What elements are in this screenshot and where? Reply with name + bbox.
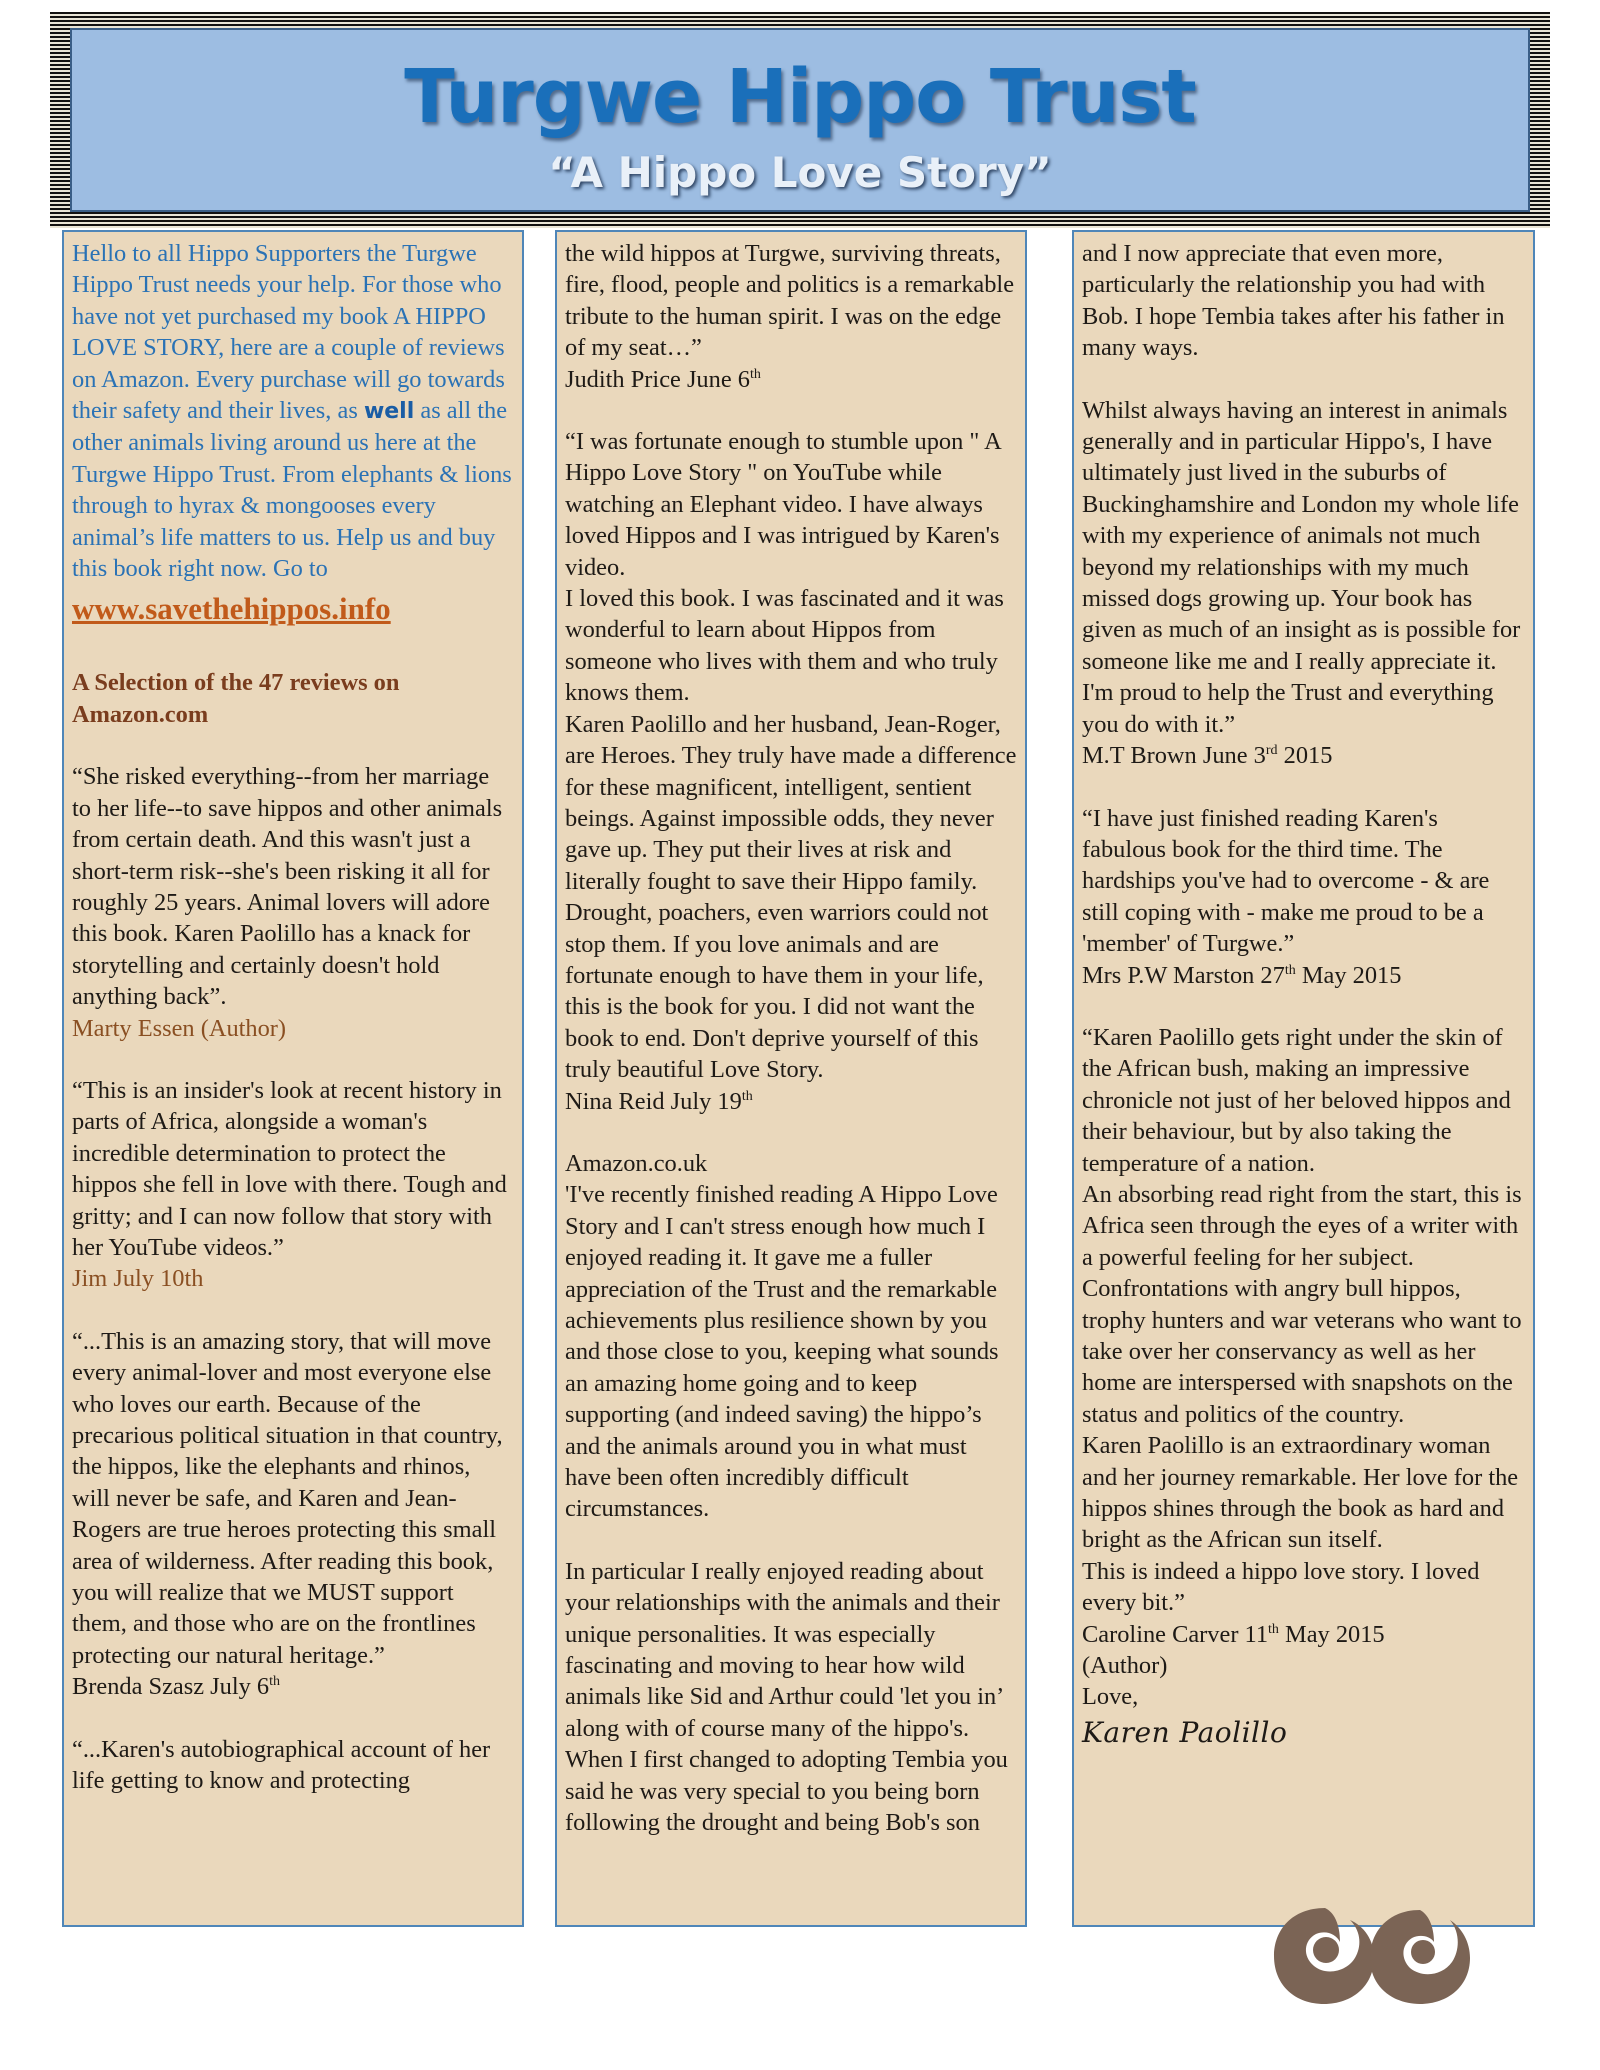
review-author-name: Judith Price June 6 [565,365,750,393]
review-author [72,1671,514,1702]
ordinal-suffix: th [1268,1621,1279,1637]
header-banner [50,12,1550,228]
column-right [1072,230,1535,1927]
review-text: “...This is an amazing story, that will move every animal-lover and most everyone else who loves our earth. Because of the precarious political situation in that country, the hippos, like the elephants and rhinos, will never be safe, and Karen and Jean-Rogers are true heroes protecting this small area of wilderness. After reading this book, you will realize that we MUST support them, and those who are on the frontlines protecting our natural heritage.” [72,1327,503,1669]
review-text: “...Karen's autobiographical account of her life getting to know and protecting [72,1735,491,1795]
review-author-role: (Author) [1082,1652,1168,1680]
column-middle [555,230,1027,1927]
review-text: I loved this book. I was fascinated and it was wonderful to learn about Hippos from someone who lives with them and who truly knows them. [565,585,1004,707]
review-author-name: Nina Reid July 19 [565,1087,742,1115]
ordinal-suffix: th [1284,962,1296,978]
review-text: the wild hippos at Turgwe, surviving threats, fire, flood, people and politics is a remarkable tribute to the human spirit. I was on the edge of my seat…” [565,240,1015,362]
review-author [565,1086,1017,1117]
review-text: “She risked everything--from her marriage to her life--to save hippos and other animals from certain death. And this wasn't just a short-term risk--she's been risking it all for roughly 25 years. Animal lovers will adore this book. Karen Paolillo has a knack for storytelling and certainly doesn't hold anything back”. [72,763,503,1011]
review-author-name: Caroline Carver 11 [1082,1620,1269,1648]
review-author [1082,1619,1525,1650]
source-label: Amazon.co.uk [565,1149,708,1177]
page-subtitle: “A Hippo Love Story” [548,148,1052,197]
ordinal-suffix: th [269,1674,281,1690]
review-author [1082,960,1525,991]
review-text: “This is an insider's look at recent history in parts of Africa, alongside a woman's incredible determination to protect the hippos she fell in love with there. Tough and gritty; and I can now follow that story with her YouTube videos.” [72,1076,507,1261]
intro-text [72,238,514,584]
review-date: May 2015 [1285,1620,1385,1648]
review-author [1082,740,1525,771]
review-author-name: Mrs P.W Marston 27 [1082,961,1285,989]
banner-panel [70,28,1530,212]
intro-text-b: as all the other animals living around us here at the Turgwe Hippo Trust. From elephants & lions through to hyrax & mongooses every animal’s life matters to us. Help us and buy this book right now. Go to [72,397,512,583]
column-left [62,230,524,1927]
ordinal-suffix: rd [1265,742,1278,758]
page-title: Turgwe Hippo Trust [404,54,1196,140]
review-text: Karen Paolillo and her husband, Jean-Roger, are Heroes. They truly have made a difference for these magnificent, intelligent, sentient beings. Against impossible odds, they never gave up. They put their lives at risk and literally fought to save their Hippo family. Drought, poachers, even warriors could not stop them. If you love animals and are fortunate enough to have them in your life, this is the book for you. I did not want the book to end. Don't deprive yourself of this truly beautiful Love Story. [565,710,1017,1084]
review-text: 'I've recently finished reading A Hippo Love Story and I can't stress enough how much I enjoyed reading it. It gave me a fuller appreciation of the Trust and the remarkable achievements plus resilience shown by you and those close to you, keeping what sounds an amazing home going and to keep supporting (and indeed saving) the hippo’s and the animals around you in what must have been often incredibly difficult circumstances. [565,1181,999,1523]
review-text: An absorbing read right from the start, this is Africa seen through the eyes of a writer with a powerful feeling for her subject. Confrontations with angry bull hippos, trophy hunters and war veterans who want to take over her conservancy as well as her home are interspersed with snapshots on the status and politics of the country. [1082,1180,1522,1428]
review-text: This is indeed a hippo love story. I loved every bit.” [1082,1557,1480,1617]
review-author: Marty Essen (Author) [72,1014,287,1042]
review-author-name: M.T Brown June 3 [1082,742,1266,770]
review-author: Jim July 10th [72,1265,204,1293]
review-author-name: Brenda Szasz July 6 [72,1673,270,1701]
review-text: “I have just finished reading Karen's fabulous book for the third time. The hardships you've had to overcome - & are still coping with - make me proud to be a 'member' of Turgwe.” [1082,804,1490,958]
review-date: May 2015 [1301,961,1402,989]
review-year: 2015 [1283,742,1333,770]
website-link[interactable]: www.savethehippos.info [72,591,391,627]
review-text: “Karen Paolillo gets right under the skin of the African bush, making an impressive chronicle not just of her beloved hippos and their behaviour, but by also taking the temperature of a nation. [1082,1023,1511,1177]
review-text: Whilst always having an interest in animals generally and in particular Hippo's, I have ultimately just lived in the suburbs of Buckinghamshire and London my whole life with my experience of animals not much beyond my relationships with my much missed dogs growing up. Your book has given as much of an insight as is possible for someone like me and I really appreciate it. I'm proud to help the Trust and everything you do with it.” [1082,396,1521,738]
review-text: “I was fortunate enough to stumble upon " A Hippo Love Story " on YouTube while watching an Elephant video. I have always loved Hippos and I was intrigued by Karen's video. [565,428,1001,581]
ordinal-suffix: th [741,1088,753,1104]
closing-text: Love, [1082,1683,1139,1711]
reviews-heading: A Selection of the 47 reviews on Amazon.com [72,669,400,728]
ordinal-suffix: th [749,366,761,382]
review-text: In particular I really enjoyed reading about your relationships with the animals and their unique personalities. It was especially fascinating and moving to hear how wild animals like Sid and Arthur could 'let you in’ along with of course many of the hippo's. When I first changed to adopting Tembia you said he was very special to you being born following the drought and being Bob's son [565,1557,1008,1837]
signature: Karen Paolillo [1082,1715,1288,1749]
intro-emphasis: well [363,399,415,425]
review-text: and I now appreciate that even more, particularly the relationship you had with Bob. I hope Tembia takes after his father in many ways. [1082,240,1505,362]
review-author [565,364,1017,395]
intro-text-a: Hello to all Hippo Supporters the Turgwe Hippo Trust needs your help. For those who have not yet purchased my book A HIPPO LOVE STORY, here are a couple of reviews on Amazon. Every purchase will go towards their safety and their lives, as [72,240,505,425]
hippo-eyes-logo-icon [1270,1900,1480,2010]
review-text: Karen Paolillo is an extraordinary woman and her journey remarkable. Her love for the hippos shines through the book as hard and bright as the African sun itself. [1082,1432,1519,1554]
